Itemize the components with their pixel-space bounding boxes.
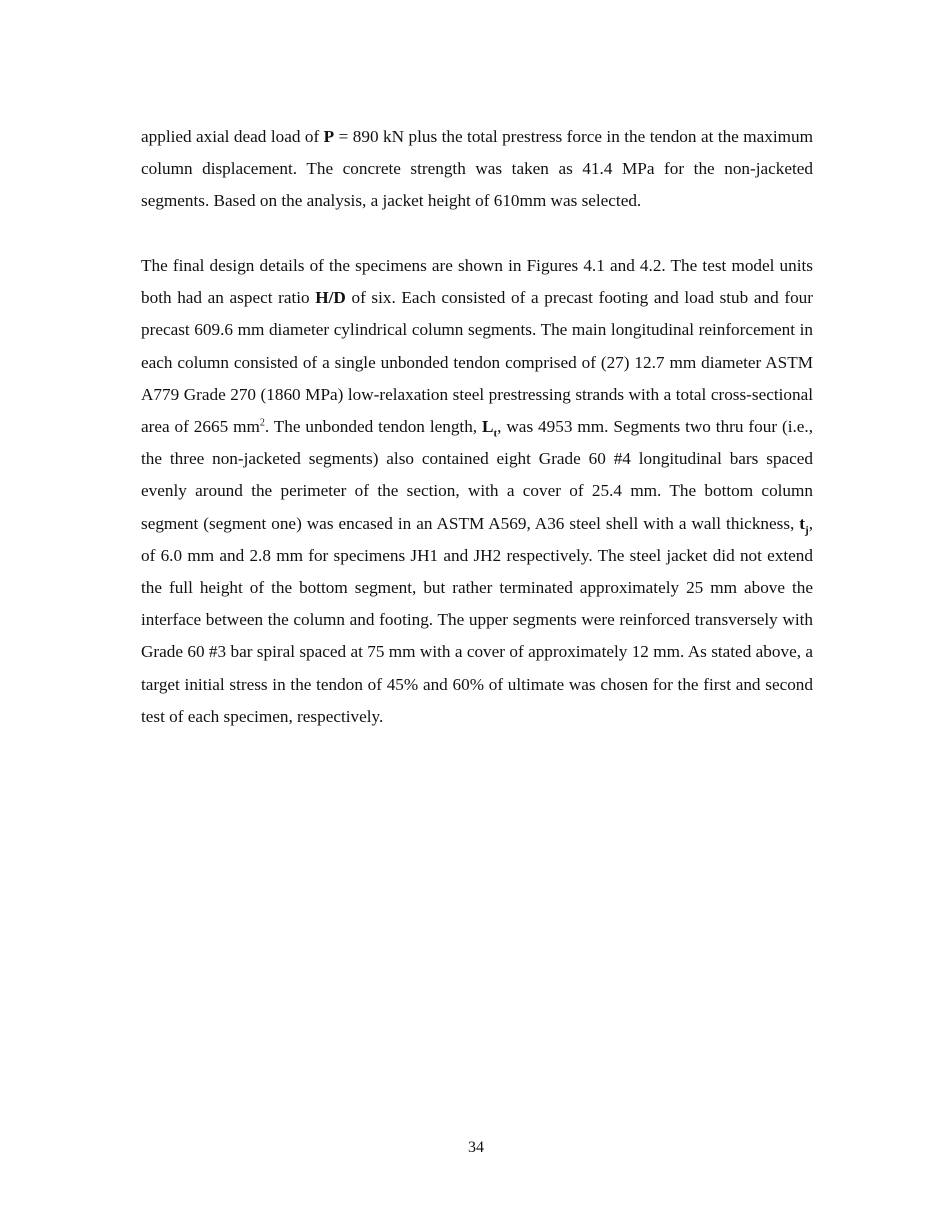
page-number: 34	[468, 1139, 484, 1156]
symbol-t: t	[799, 513, 806, 533]
superscript-2: 2	[259, 417, 265, 429]
symbol-l: L	[482, 417, 494, 437]
text-run: , was 4953 mm. Segments two thru four (i.e., the three non-jacketed segments) also contained eight Grade 60 #4 longitudinal bars spaced evenly around the perimeter of the section, with a cover of 25.4 mm. The bottom column segment (segment one) was encased in an ASTM A569, A36 steel shell with a wall thickness,	[141, 417, 814, 533]
text-run: = 890 kN plus the total prestress force in the tendon at the maximum column displacement. The concrete strength was taken as 41.4 MPa for the non-jacketed segments. Based on the analysis, a jacket height of 610mm was selected.	[141, 127, 813, 211]
text-run: applied axial dead load of	[141, 127, 324, 146]
symbol-lt	[482, 417, 498, 440]
subscript-j: j	[805, 524, 809, 537]
subscript-t: t	[493, 427, 498, 440]
symbol-tj	[799, 513, 809, 537]
symbol-h-over-d: H/D	[315, 288, 346, 308]
text-run: of six. Each consisted of a precast footing and load stub and four precast 609.6 mm diameter cylindrical column segments. The main longitudinal reinforcement in each column consisted of a single unbonded tendon comprised of (27) 12.7 mm diameter ASTM A779 Grade 270 (1860 MPa) low-relaxation steel prestressing strands with a total cross-sectional area of 2665 mm	[141, 288, 813, 437]
symbol-p: P	[323, 127, 335, 146]
text-run: The final design details of the specimens are shown in Figures 4.1 and 4.2. The test model units both had an aspect ratio	[141, 256, 813, 308]
text-run: , of 6.0 mm and 2.8 mm for specimens JH1 and JH2 respectively. The steel jacket did not extend the full height of the bottom segment, but rather terminated approximately 25 mm above the interface between the column and footing. The upper segments were reinforced transversely with Grade 60 #3 bar spiral spaced at 75 mm with a cover of approximately 12 mm. As stated above, a target initial stress in the tendon of 45% and 60% of ultimate was chosen for the first and second test of each specimen, respectively.	[141, 513, 813, 726]
text-run: . The unbonded tendon length,	[264, 417, 483, 437]
paragraph-design-details	[141, 250, 813, 733]
paragraph-axial-load	[141, 121, 813, 218]
